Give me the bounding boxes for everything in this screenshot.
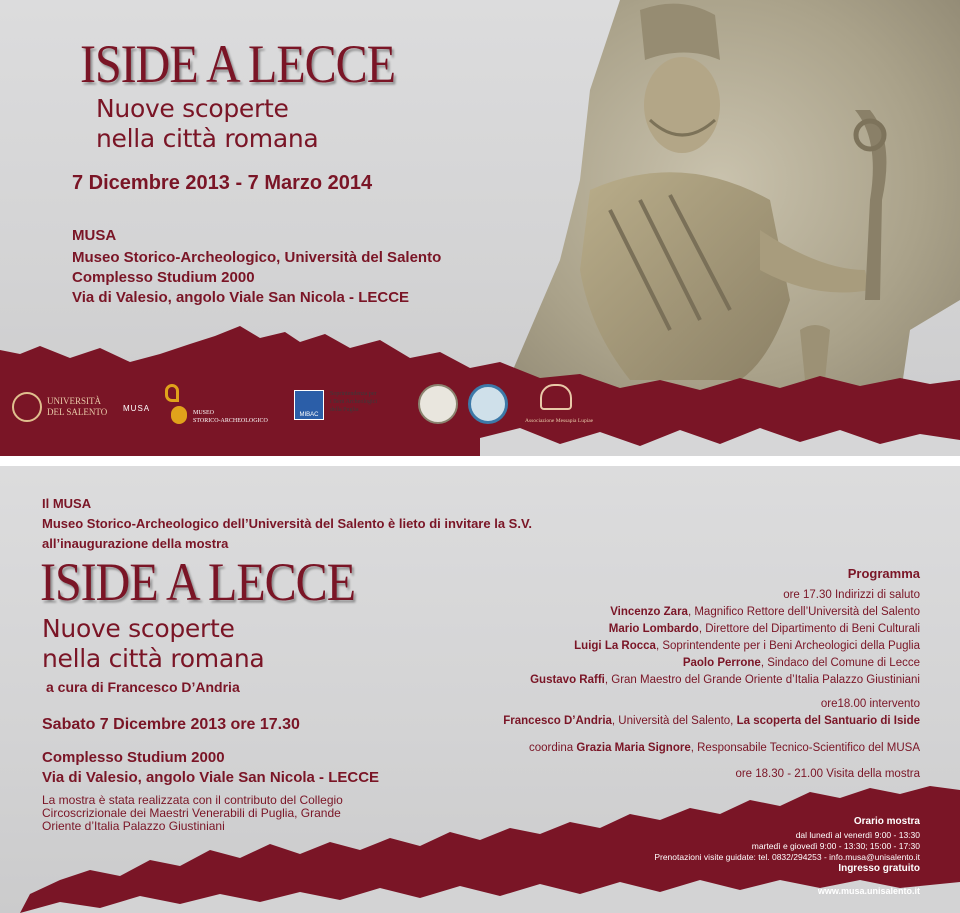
speaker-name: Vincenzo Zara [610, 606, 688, 618]
venue-address-line2: Via di Valesio, angolo Viale San Nicola - LECCE [42, 769, 380, 786]
talk-affiliation: , Università del Salento, [611, 715, 737, 727]
coordinator-prefix: coordina [529, 742, 577, 754]
curator: a cura di Francesco D’Andria [46, 679, 240, 695]
speaker-name: Luigi La Rocca [574, 640, 656, 652]
invitation-front [0, 0, 960, 456]
exhibition-title-back: ISIDE A LECCE [40, 553, 356, 613]
intro-line3: all’inaugurazione della mostra [42, 536, 229, 551]
subtitle-back-line1: Nuove scoperte [42, 614, 235, 643]
exhibition-title: ISIDE A LECCE [80, 35, 396, 95]
musa-wordmark: MUSA [123, 404, 151, 413]
unisalento-logo [12, 392, 42, 422]
soprintendenza-line1: Soprintendenza per [330, 391, 377, 397]
soprintendenza-line2: i Beni Archeologici [330, 399, 377, 405]
musa-logo-icon [165, 384, 187, 428]
sponsor-note-line2: Circoscrizionale dei Maestri Venerabili di Puglia, Grande [42, 806, 341, 820]
venue-name: MUSA [72, 227, 117, 244]
coordinator-name: Grazia Maria Signore [576, 742, 691, 754]
orario-line2: martedì e giovedì 9:00 - 13:30; 15:00 - 17:30 [751, 841, 920, 851]
speaker-role: , Gran Maestro del Grande Oriente d’Italia Palazzo Giustiniani [604, 674, 920, 686]
speaker-role: , Direttore del Dipartimento di Beni Culturali [698, 623, 920, 635]
museo-label-line1: MUSEO [193, 410, 215, 416]
coordinator-line [529, 742, 920, 754]
speaker-name: Gustavo Raffi [530, 674, 605, 686]
programma-time1: ore 17.30 Indirizzi di saluto [783, 589, 920, 601]
museo-label-line2: STORICO-ARCHEOLOGICO [193, 418, 268, 424]
speaker-role: , Magnifico Rettore dell’Università del Salento [687, 606, 920, 618]
visit-line: ore 18.30 - 21.00 Visita della mostra [735, 768, 920, 780]
masonic-seal-logo [418, 384, 458, 424]
sponsor-note-line3: Oriente d’Italia Palazzo Giustiniani [42, 819, 225, 833]
speaker-name: Paolo Perrone [682, 657, 761, 669]
subtitle-back-line2: nella città romana [42, 644, 265, 673]
speaker-name: Mario Lombardo [608, 623, 699, 635]
circular-seal-logo [468, 384, 508, 424]
speaker-line [530, 674, 920, 686]
mibac-label: MIBAC [299, 412, 319, 418]
venue-address-line1: Complesso Studium 2000 [42, 749, 225, 766]
speaker-line [574, 640, 920, 652]
unisalento-name-line1: UNIVERSITÀ [47, 396, 101, 406]
association-logo [540, 384, 572, 410]
coordinator-role: , Responsabile Tecnico-Scientifico del MUSA [690, 742, 920, 754]
mibac-logo [294, 390, 324, 420]
sponsor-note-line1: La mostra è stata realizzata con il contributo del Collegio [42, 793, 343, 807]
speaker-line [683, 657, 920, 669]
talk-line [503, 715, 920, 727]
exhibition-dates: 7 Dicembre 2013 - 7 Marzo 2014 [72, 172, 373, 194]
association-label: Associazione Messapia Lupiae [525, 418, 594, 424]
speaker-line [610, 606, 920, 618]
intro-line2: Museo Storico-Archeologico dell’Università del Salento è lieto di invitare la S.V. [42, 516, 533, 531]
unisalento-name-line2: DEL SALENTO [47, 407, 108, 417]
talk-speaker: Francesco D’Andria [503, 715, 612, 727]
address-line2: Complesso Studium 2000 [72, 269, 255, 286]
programma-time2: ore18.00 intervento [820, 698, 920, 710]
orario-line1: dal lunedì al venerdì 9:00 - 13:30 [795, 830, 920, 840]
speaker-role: , Soprintendente per i Beni Archeologici della Puglia [655, 640, 920, 652]
subtitle-line2: nella città romana [96, 124, 319, 153]
address-line3: Via di Valesio, angolo Viale San Nicola - LECCE [72, 289, 410, 306]
booking-line: Prenotazioni visite guidate: tel. 0832/294253 - info.musa@unisalento.it [654, 852, 920, 862]
soprintendenza-line3: della Puglia [330, 407, 359, 413]
entry-free: Ingresso gratuito [838, 863, 920, 874]
subtitle-line1: Nuove scoperte [96, 94, 289, 123]
orario-heading: Orario mostra [853, 816, 920, 827]
speaker-line [609, 623, 920, 635]
address-line1: Museo Storico-Archeologico, Università del Salento [72, 249, 442, 266]
website-link[interactable]: www.musa.unisalento.it [817, 886, 920, 896]
invitation-back [0, 466, 960, 913]
talk-title: La scoperta del Santuario di Iside [736, 715, 920, 727]
speaker-role: , Sindaco del Comune di Lecce [760, 657, 920, 669]
opening-date-time: Sabato 7 Dicembre 2013 ore 17.30 [42, 716, 300, 733]
intro-line1: Il MUSA [42, 496, 92, 511]
programma-heading: Programma [847, 566, 920, 581]
